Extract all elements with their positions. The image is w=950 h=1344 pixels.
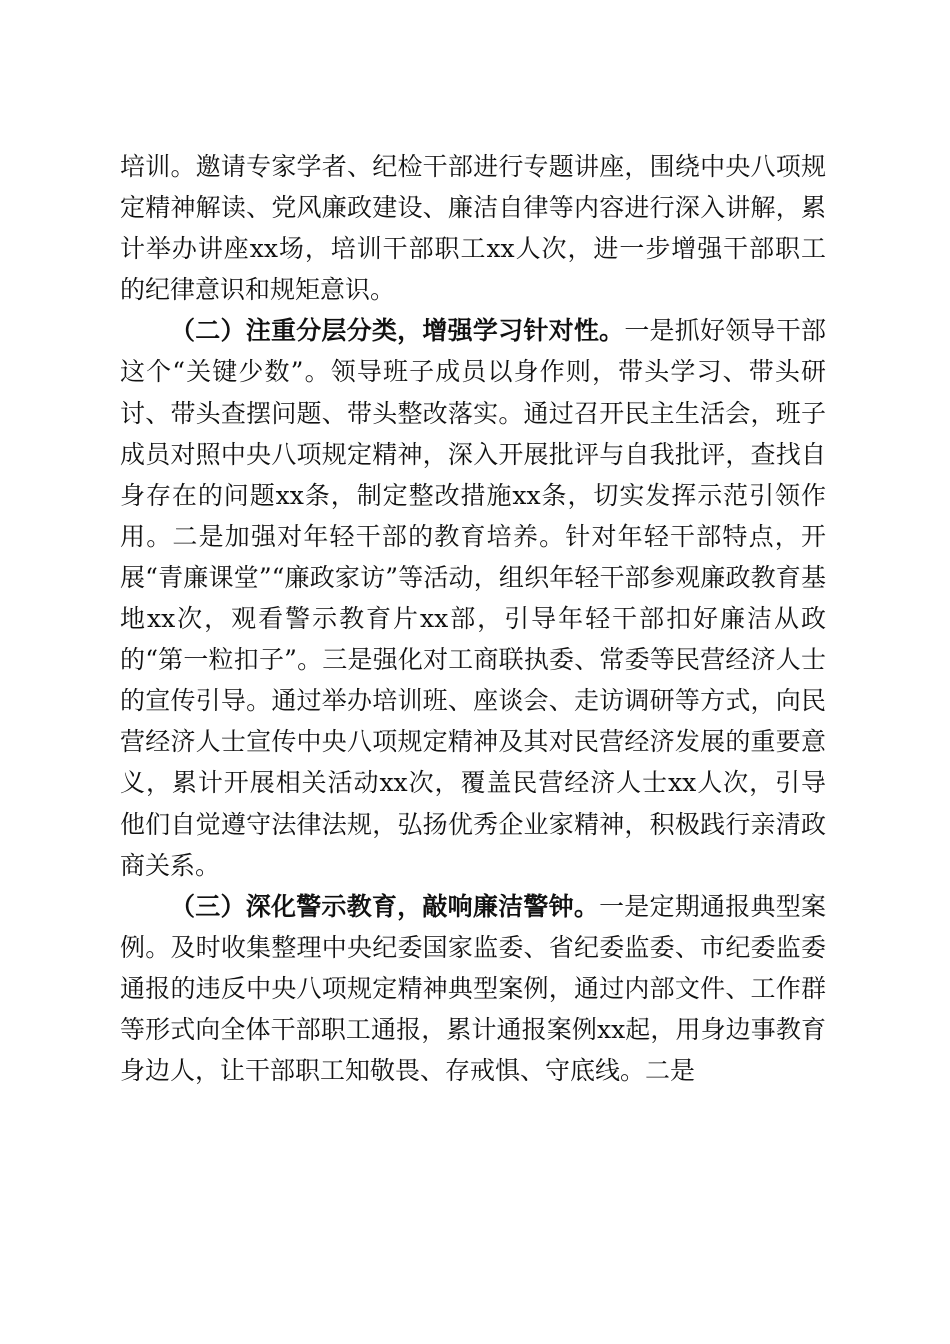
document-body bbox=[120, 146, 826, 1091]
paragraph-section-3 bbox=[120, 886, 826, 1091]
paragraph-training-continuation bbox=[120, 146, 826, 310]
section-heading-3: （三）深化警示教育，敲响廉洁警钟。 bbox=[170, 891, 600, 921]
paragraph-text: 培训。邀请专家学者、纪检干部进行专题讲座，围绕中央八项规定精神解读、党风廉政建设、廉洁自律等内容进行深入讲解，累计举办讲座xx场，培训干部职工xx人次，进一步增强干部职工的纪律意识和规矩意识。 bbox=[120, 152, 826, 305]
section-heading-2: （二）注重分层分类，增强学习针对性。 bbox=[170, 316, 625, 346]
paragraph-section-2 bbox=[120, 310, 826, 885]
paragraph-text: 一是定期通报典型案例。及时收集整理中央纪委国家监委、省纪委监委、市纪委监委通报的违反中央八项规定精神典型案例，通过内部文件、工作群等形式向全体干部职工通报，累计通报案例xx起，用身边事教育身边人，让干部职工知敬畏、存戒惧、守底线。二是 bbox=[120, 891, 826, 1086]
paragraph-text: 一是抓好领导干部这个“关键少数”。领导班子成员以身作则，带头学习、带头研讨、带头查摆问题、带头整改落实。通过召开民主生活会，班子成员对照中央八项规定精神，深入开展批评与自我批评，查找自身存在的问题xx条，制定整改措施xx条，切实发挥示范引领作用。二是加强对年轻干部的教育培养。针对年轻干部特点，开展“青廉课堂”“廉政家访”等活动，组织年轻干部参观廉政教育基地xx次，观看警示教育片xx部，引导年轻干部扣好廉洁从政的“第一粒扣子”。三是强化对工商联执委、常委等民营经济人士的宣传引导。通过举办培训班、座谈会、走访调研等方式，向民营经济人士宣传中央八项规定精神及其对民营经济发展的重要意义，累计开展相关活动xx次，覆盖民营经济人士xx人次，引导他们自觉遵守法律法规，弘扬优秀企业家精神，积极践行亲清政商关系。 bbox=[120, 316, 826, 880]
